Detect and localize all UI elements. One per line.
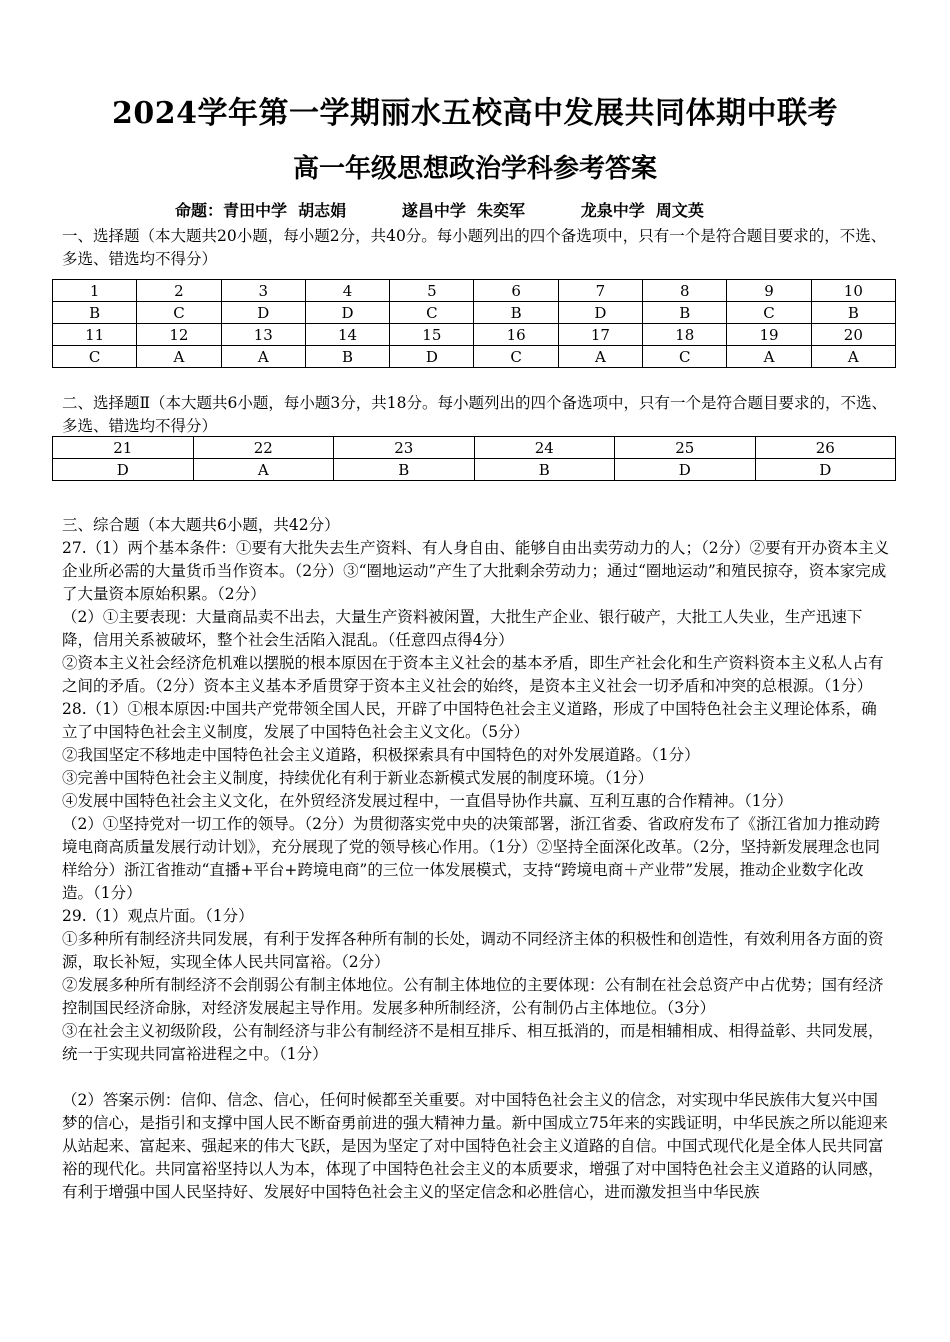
- table-cell: 5: [390, 280, 474, 302]
- table-cell: A: [221, 346, 305, 368]
- table-cell: 8: [643, 280, 727, 302]
- table-cell: 11: [53, 324, 137, 346]
- table-cell: A: [137, 346, 221, 368]
- table-cell: B: [474, 459, 615, 481]
- table-cell: 2: [137, 280, 221, 302]
- table-row: [53, 437, 896, 459]
- table-cell: 18: [643, 324, 727, 346]
- table-cell: A: [727, 346, 811, 368]
- authors-line: 命题：青田中学 胡志娟 遂昌中学 朱奕军 龙泉中学 周文英: [175, 201, 704, 220]
- answer-paragraph: （2）①主要表现：大量商品卖不出去，大量生产资料被闲置，大批生产企业、银行破产，大批工人失业，生产迅速下降，信用关系被破坏，整个社会生活陷入混乱。（任意四点得4分）: [62, 608, 863, 649]
- answer-paragraph: ④发展中国特色社会主义文化，在外贸经济发展过程中，一直倡导协作共赢、互利互惠的合作精神。（1分）: [62, 792, 793, 810]
- table-cell: B: [474, 302, 558, 324]
- table-cell: D: [53, 459, 194, 481]
- table-row: [53, 459, 896, 481]
- table-cell: 16: [474, 324, 558, 346]
- table-row: [53, 280, 896, 302]
- table-cell: A: [558, 346, 642, 368]
- table-cell: 13: [221, 324, 305, 346]
- table-cell: 7: [558, 280, 642, 302]
- table-cell: C: [390, 302, 474, 324]
- section1-heading: 一、选择题（本大题共20小题，每小题2分，共40分。每小题列出的四个备选项中，只有一个是符合题目要求的，不选、多选、错选均不得分）: [62, 227, 887, 268]
- answer-paragraph: 27.（1）两个基本条件：①要有大批失去生产资料、有人身自由、能够自由出卖劳动力的人；（2分）②要有开办资本主义企业所必需的大量货币当作资本。（2分）③“圈地运动”产生了大批剩余劳动力；通过“圈地运动”和殖民掠夺，资本家完成了大量资本原始积累。（2分）: [62, 539, 890, 603]
- table-cell: 21: [53, 437, 194, 459]
- table-cell: D: [615, 459, 756, 481]
- answer-paragraph: ②发展多种所有制经济不会削弱公有制主体地位。公有制主体地位的主要体现：公有制在社会总资产中占优势；国有经济控制国民经济命脉，对经济发展起主导作用。发展多种所制经济，公有制仍占主体地位。（3分）: [62, 976, 884, 1017]
- table-cell: B: [305, 346, 389, 368]
- table-cell: 17: [558, 324, 642, 346]
- table-cell: D: [558, 302, 642, 324]
- answer-table-2: [52, 436, 896, 481]
- table-cell: 19: [727, 324, 811, 346]
- table-cell: C: [474, 346, 558, 368]
- table-row: [53, 302, 896, 324]
- answer-paragraph: （2）①坚持党对一切工作的领导。（2分）为贯彻落实党中央的决策部署，浙江省委、省政府发布了《浙江省加力推动跨境电商高质量发展行动计划》，充分展现了党的领导核心作用。（1分）②坚持全面深化改革。（2分，坚持新发展理念也同样给分）浙江省推动“直播+平台+跨境电商”的三位一体发展模式，支持“跨境电商＋产业带”发展，推动企业数字化改造。（1分）: [62, 815, 880, 902]
- table-cell: 24: [474, 437, 615, 459]
- answer-paragraph: ③在社会主义初级阶段，公有制经济与非公有制经济不是相互排斥、相互抵消的，而是相辅相成、相得益彰、共同发展，统一于实现共同富裕进程之中。（1分）: [62, 1022, 884, 1063]
- table-cell: 20: [811, 324, 895, 346]
- table-cell: B: [643, 302, 727, 324]
- table-cell: B: [53, 302, 137, 324]
- table-cell: D: [221, 302, 305, 324]
- table-cell: 3: [221, 280, 305, 302]
- table-cell: D: [390, 346, 474, 368]
- answer-paragraph: ②资本主义社会经济危机难以摆脱的根本原因在于资本主义社会的基本矛盾，即生产社会化和生产资料资本主义私人占有之间的矛盾。（2分）资本主义基本矛盾贯穿于资本主义社会的始终，是资本主义社会一切矛盾和冲突的总根源。（1分）: [62, 654, 884, 695]
- answer-paragraph: ①多种所有制经济共同发展，有利于发挥各种所有制的长处，调动不同经济主体的积极性和创造性，有效利用各方面的资源，取长补短，实现全体人民共同富裕。（2分）: [62, 930, 884, 971]
- table-cell: 4: [305, 280, 389, 302]
- table-cell: C: [137, 302, 221, 324]
- answer-paragraph: （2）答案示例：信仰、信念、信心，任何时候都至关重要。对中国特色社会主义的信念，对实现中华民族伟大复兴中国梦的信心，是指引和支撑中国人民不断奋勇前进的强大精神力量。新中国成立75年来的实践证明，中华民族之所以能迎来从站起来、富起来、强起来的伟大飞跃，是因为坚定了对中国特色社会主义道路的自信。中国式现代化是全体人民共同富裕的现代化。共同富裕坚持以人为本，体现了中国特色社会主义的本质要求，增强了对中国特色社会主义道路的认同感，有利于增强中国人民坚持好、发展好中国特色社会主义的坚定信念和必胜信心，进而激发担当中华民族: [62, 1091, 888, 1201]
- table-row: [53, 346, 896, 368]
- section3-heading: 三、综合题（本大题共6小题，共42分）: [62, 516, 340, 534]
- table-cell: A: [193, 459, 334, 481]
- table-cell: C: [643, 346, 727, 368]
- table-cell: 22: [193, 437, 334, 459]
- table-cell: A: [811, 346, 895, 368]
- table-cell: 1: [53, 280, 137, 302]
- table-cell: 10: [811, 280, 895, 302]
- table-cell: 9: [727, 280, 811, 302]
- table-cell: 26: [755, 437, 896, 459]
- answer-paragraph: ②我国坚定不移地走中国特色社会主义道路，积极探索具有中国特色的对外发展道路。（1分）: [62, 746, 700, 764]
- answer-paragraph: 29.（1）观点片面。（1分）: [62, 907, 254, 925]
- table-cell: 14: [305, 324, 389, 346]
- table-row: [53, 324, 896, 346]
- table-cell: 12: [137, 324, 221, 346]
- table-cell: C: [53, 346, 137, 368]
- answer-paragraph: 28.（1）①根本原因:中国共产党带领全国人民，开辟了中国特色社会主义道路，形成了中国特色社会主义理论体系，确立了中国特色社会主义制度，发展了中国特色社会主义文化。（5分）: [62, 700, 877, 741]
- table-cell: B: [811, 302, 895, 324]
- section3: [62, 514, 892, 1204]
- page-title: 2024学年第一学期丽水五校高中发展共同体期中联考: [112, 96, 838, 131]
- table-cell: C: [727, 302, 811, 324]
- answer-paragraph: ③完善中国特色社会主义制度，持续优化有利于新业态新模式发展的制度环境。（1分）: [62, 769, 654, 787]
- table-cell: B: [334, 459, 475, 481]
- page-subtitle: 高一年级思想政治学科参考答案: [292, 154, 657, 184]
- table-cell: D: [755, 459, 896, 481]
- answer-table-1: [52, 279, 896, 368]
- table-cell: 23: [334, 437, 475, 459]
- table-cell: 6: [474, 280, 558, 302]
- table-cell: D: [305, 302, 389, 324]
- table-cell: 15: [390, 324, 474, 346]
- section2-heading: 二、选择题Ⅱ（本大题共6小题，每小题3分，共18分。每小题列出的四个备选项中，只有一个是符合题目要求的，不选、多选、错选均不得分）: [62, 394, 887, 435]
- table-cell: 25: [615, 437, 756, 459]
